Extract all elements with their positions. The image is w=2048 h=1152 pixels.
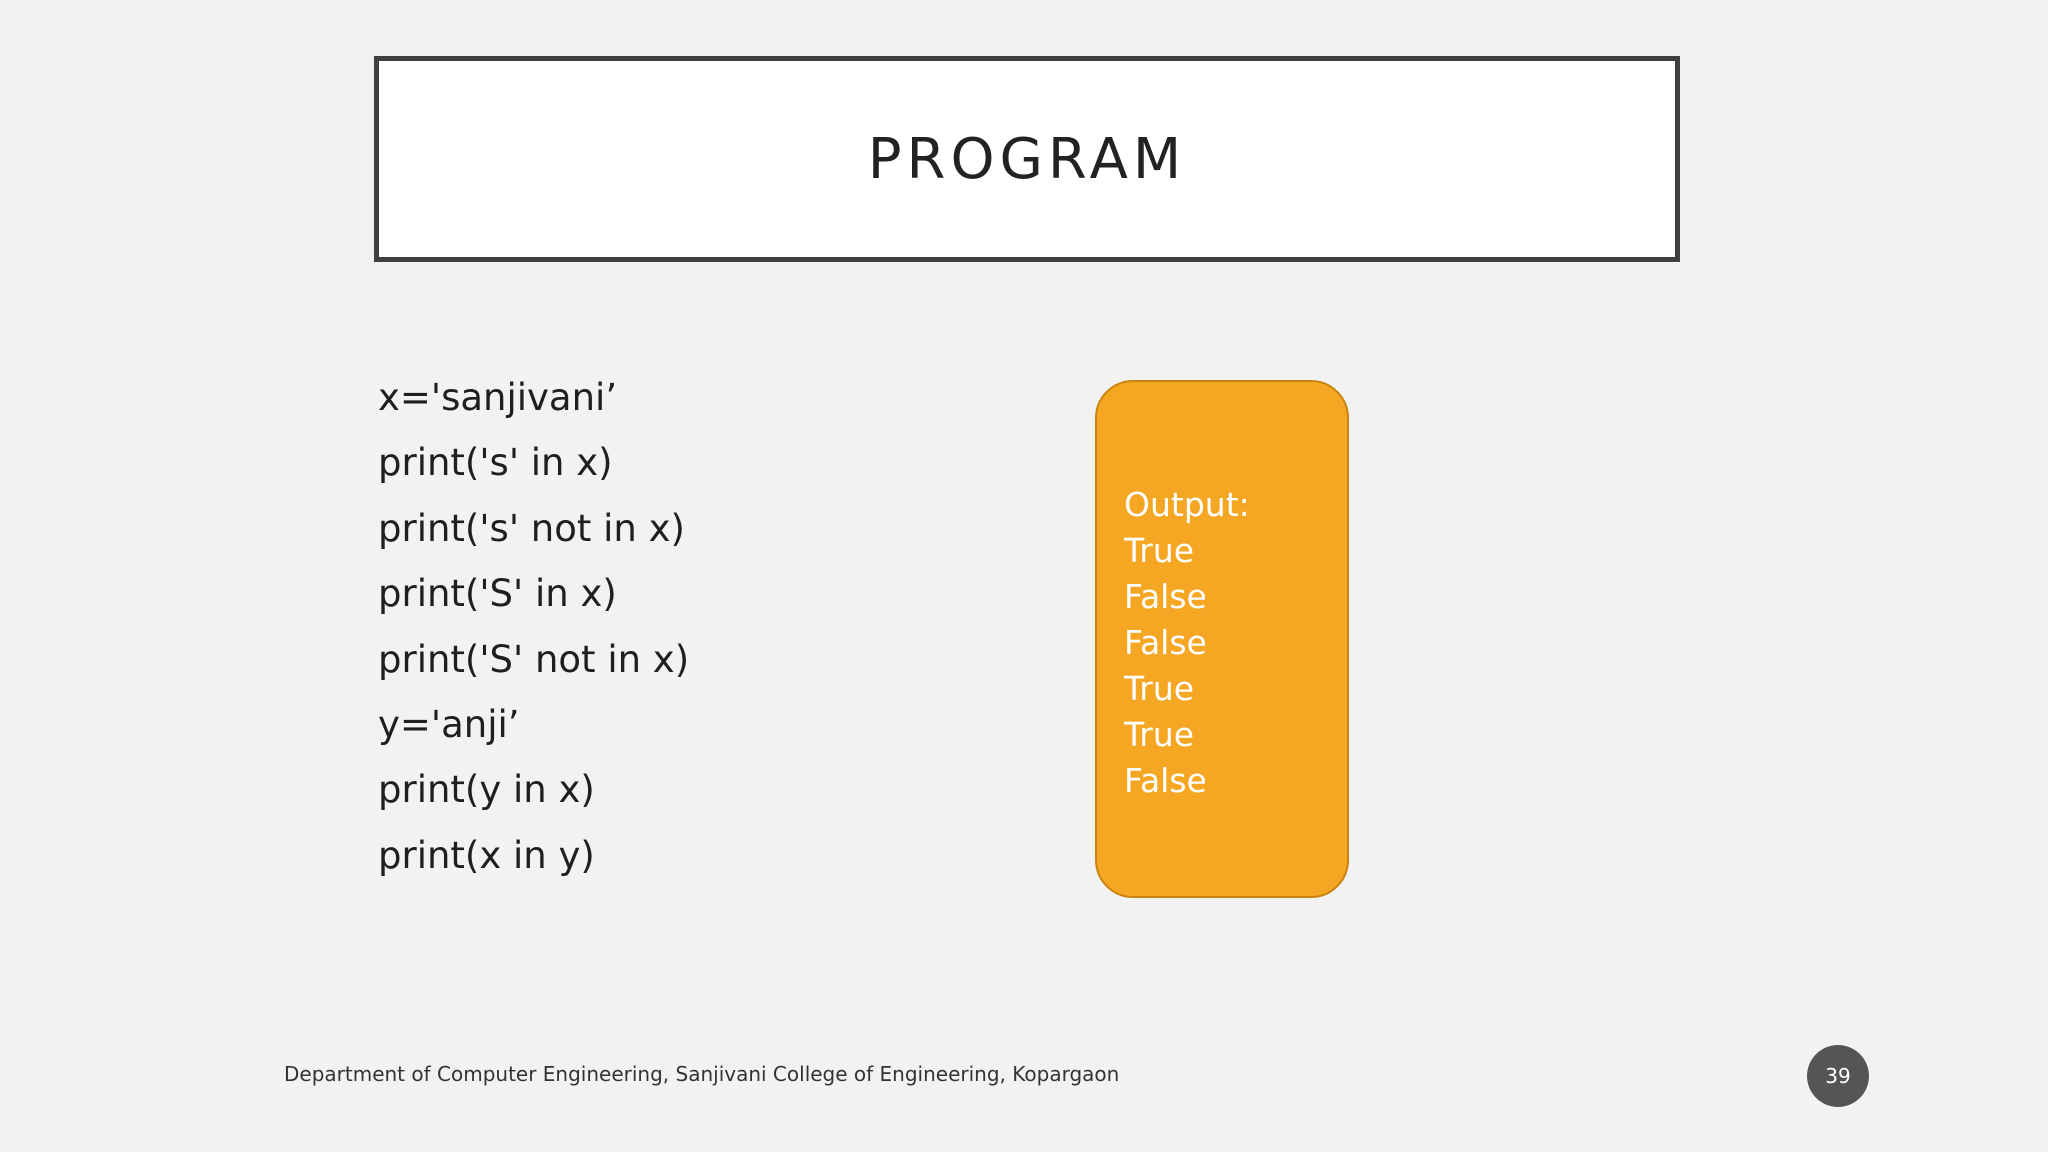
code-line: print(x in y) (378, 833, 595, 877)
code-line: print('s' not in x) (378, 506, 685, 550)
output-box (1095, 380, 1349, 898)
output-text (1124, 482, 1250, 804)
page-number-badge (1807, 1045, 1869, 1107)
output-line: False (1124, 623, 1207, 662)
page-number: 39 (1825, 1064, 1851, 1088)
code-line: print('S' in x) (378, 572, 617, 616)
slide-title: PROGRAM (867, 126, 1187, 192)
title-box (374, 56, 1680, 262)
output-line: True (1124, 531, 1195, 570)
output-line: False (1124, 577, 1207, 616)
code-line: y='anji’ (378, 702, 520, 746)
output-line: False (1124, 761, 1207, 800)
code-line: print(y in x) (378, 768, 595, 812)
footer-text: Department of Computer Engineering, Sanjivani College of Engineering, Kopargaon (284, 1062, 1120, 1086)
code-line: x='sanjivani’ (378, 376, 618, 419)
output-line: True (1124, 669, 1195, 708)
code-block (378, 365, 689, 888)
output-label: Output: (1124, 485, 1250, 524)
code-line: print('s' in x) (378, 441, 613, 485)
output-line: True (1124, 715, 1195, 754)
code-line: print('S' not in x) (378, 637, 690, 681)
